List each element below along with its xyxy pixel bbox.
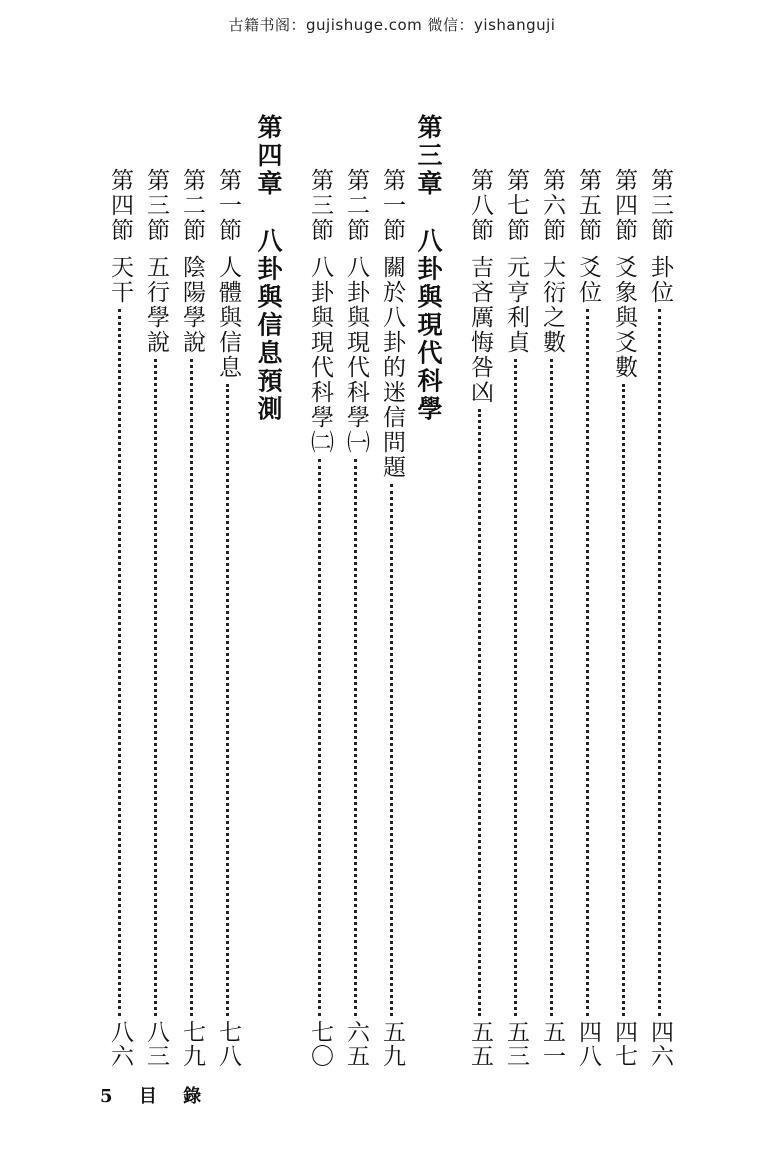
- leader-dots: [226, 384, 229, 1016]
- leader-dots: [154, 359, 157, 1016]
- section-number: 第一節: [379, 168, 405, 243]
- section-number: 第三節: [143, 168, 169, 243]
- chapter-title: 八卦與信息預測: [254, 227, 283, 424]
- toc-entry[interactable]: [576, 168, 599, 1068]
- page-number: 八六: [107, 1020, 133, 1068]
- section-title: 爻象與爻數: [611, 255, 637, 380]
- section-title: 八卦與現代科學㈠: [343, 255, 369, 455]
- toc-entry[interactable]: [380, 168, 403, 1068]
- page-number: 五五: [467, 1020, 493, 1068]
- leader-dots: [190, 359, 193, 1016]
- leader-dots: [622, 384, 625, 1016]
- section-title: 關於八卦的迷信問題: [379, 255, 405, 480]
- section-title: 天干: [107, 255, 133, 305]
- toc-entry[interactable]: [344, 168, 367, 1068]
- section-title: 大衍之數: [539, 255, 565, 355]
- chapter-heading[interactable]: [256, 114, 281, 424]
- leader-dots: [390, 484, 393, 1016]
- page-number: 五九: [379, 1020, 405, 1068]
- section-number: 第三節: [307, 168, 333, 243]
- leader-dots: [478, 409, 481, 1016]
- section-title: 人體與信息: [215, 255, 241, 380]
- section-number: 第三節: [647, 168, 673, 243]
- section-number: 第四節: [611, 168, 637, 243]
- toc-entry[interactable]: [504, 168, 527, 1068]
- page-number: 八三: [143, 1020, 169, 1068]
- section-number: 第四節: [107, 168, 133, 243]
- leader-dots: [586, 309, 589, 1016]
- folio-number: 5: [100, 1086, 123, 1107]
- page-number: 四六: [647, 1020, 673, 1068]
- page-number: 四七: [611, 1020, 637, 1068]
- toc-entry[interactable]: [180, 168, 203, 1068]
- page-number: 七八: [215, 1020, 241, 1068]
- leader-dots: [514, 359, 517, 1016]
- toc-entry[interactable]: [468, 168, 491, 1068]
- toc-entry[interactable]: [612, 168, 635, 1068]
- toc-entry[interactable]: [648, 168, 671, 1068]
- chapter-title: 八卦與現代科學: [414, 227, 443, 424]
- toc-entry[interactable]: [144, 168, 167, 1068]
- section-number: 第八節: [467, 168, 493, 243]
- section-title: 陰陽學說: [179, 255, 205, 355]
- toc-entry[interactable]: [540, 168, 563, 1068]
- section-number: 第六節: [539, 168, 565, 243]
- watermark-text: 古籍书阁：gujishuge.com 微信：yishanguji: [228, 16, 556, 34]
- section-number: 第七節: [503, 168, 529, 243]
- toc-entry[interactable]: [216, 168, 239, 1068]
- chapter-number: 第三章: [414, 114, 443, 198]
- toc-entry[interactable]: [308, 168, 331, 1068]
- leader-dots: [658, 309, 661, 1016]
- running-title: 目 錄: [138, 1086, 212, 1107]
- page-number: 七九: [179, 1020, 205, 1068]
- toc-entry[interactable]: [108, 168, 131, 1068]
- section-title: 卦位: [647, 255, 673, 305]
- section-title: 五行學說: [143, 255, 169, 355]
- page-number: 七〇: [307, 1020, 333, 1068]
- section-title: 爻位: [575, 255, 601, 305]
- section-number: 第二節: [179, 168, 205, 243]
- chapter-heading[interactable]: [416, 114, 441, 424]
- leader-dots: [354, 459, 357, 1016]
- page-number: 六五: [343, 1020, 369, 1068]
- page-footer: [100, 1082, 211, 1108]
- leader-dots: [118, 309, 121, 1016]
- page-number: 四八: [575, 1020, 601, 1068]
- leader-dots: [550, 359, 553, 1016]
- page-number: 五三: [503, 1020, 529, 1068]
- chapter-number: 第四章: [254, 114, 283, 198]
- leader-dots: [318, 459, 321, 1016]
- section-title: 元亨利貞: [503, 255, 529, 355]
- section-title: 吉吝厲悔咎凶: [467, 255, 493, 405]
- section-number: 第五節: [575, 168, 601, 243]
- page-number: 五一: [539, 1020, 565, 1068]
- section-number: 第二節: [343, 168, 369, 243]
- section-number: 第一節: [215, 168, 241, 243]
- section-title: 八卦與現代科學㈡: [307, 255, 333, 455]
